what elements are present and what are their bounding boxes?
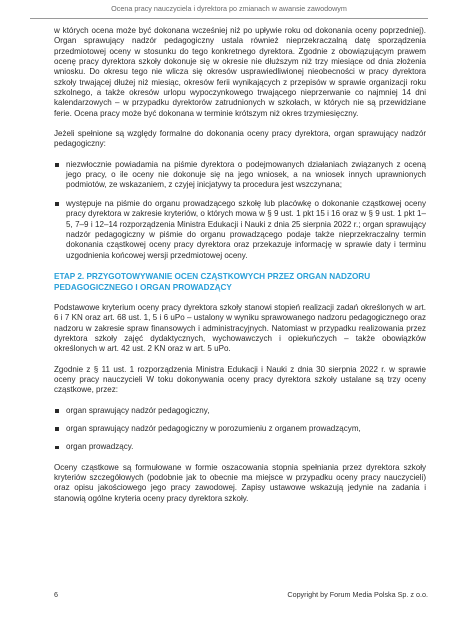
page-number: 6: [54, 590, 58, 599]
paragraph-4: Zgodnie z § 11 ust. 1 rozporządzenia Ministra Edukacji i Nauki z dnia 30 sierpnia 2022 r. w sprawie oceny pracy nauczycieli W toku dokonywania oceny pracy dyrektora szkoły ustalane są trzy oceny cząstkowe, przez:: [54, 364, 426, 395]
bullet-list-2: [54, 406, 426, 453]
page-footer: [54, 590, 428, 599]
list-item: niezwłocznie powiadamia na piśmie dyrektora o podejmowanych działaniach związanych z oceną jego pracy, o ile oceny nie dokonuje się na jego wniosek, a na wniosek innych uprawnionych podmiotów, ze wskazaniem, z czyjej inicjatywy ta procedura jest wszczynana;: [54, 160, 426, 191]
paragraph-5: Oceny cząstkowe są formułowane w formie oszacowania stopnia spełniania przez dyrektora szkoły kryteriów szczegółowych (podobnie jak to obecnie ma miejsce w przypadku oceny pracy nauczycieli) oraz opisu jakościowego jego pracy zawodowej. Zapisy ustawowe wskazują jedynie na zadania i stanowią ogólne kryteria oceny pracy dyrektora szkoły.: [54, 462, 426, 503]
section-heading: ETAP 2. PRZYGOTOWYWANIE OCEN CZĄSTKOWYCH PRZEZ ORGAN NADZORU PEDAGOGICZNEGO I ORGAN PROWADZĄCY: [54, 271, 371, 292]
paragraph-1: w których ocena może być dokonana wcześniej niż po upływie roku od dokonania oceny poprzedniej). Organ sprawujący nadzór pedagogiczny ustala również nieprzekraczalną datę sporządzenia przedmiotowej oceny w stosunku do tego konkretnego dyrektora. Zgodnie z obowiązującym prawem ocenę pracy dyrektora szkoły dokonuje się w okresie nie dłuższym niż trzy miesiące od dnia złożenia wniosku. Do okresu tego nie wlicza się okresów usprawiedliwionej nieobecności w pracy dyrektora szkoły trwającej dłużej niż miesiąc, okresów ferii wynikających z przepisów w sprawie organizacji roku szkolnego, a także okresów urlopu wypoczynkowego trwającego nieprzerwanie co najmniej 14 dni kalendarzowych – w przypadku dyrektorów zatrudnionych w szkołach, w których nie są przewidziane ferie. Ocena pracy może być dokonana w terminie krótszym niż okres trzymiesięczny.: [54, 26, 426, 118]
list-item: występuje na piśmie do organu prowadzącego szkołę lub placówkę o dokonanie cząstkowej oceny pracy dyrektora w zakresie kryteriów, o których mowa w § 9 ust. 1 pkt 15 i 16 oraz w § 9 ust. 1 pkt 1–5, 7–9 i 12–14 rozporządzenia Ministra Edukacji i Nauki z dnia 25 sierpnia 2022 r.; organ sprawujący nadzór pedagogiczny w piśmie do organu prowadzącego podaje także nieprzekraczalny termin dokonania cząstkowej oceny pracy dyrektora oraz przekazuje informację w sprawie daty i terminu uzgodnienia końcowej wersji przedmiotowej oceny.: [54, 199, 426, 261]
paragraph-2: Jeżeli spełnione są względy formalne do dokonania oceny pracy dyrektora, organ sprawujący nadzór pedagogiczny:: [54, 129, 426, 149]
body-text: [54, 26, 426, 514]
list-item: organ sprawujący nadzór pedagogiczny w porozumieniu z organem prowadzącym,: [54, 424, 426, 434]
copyright-notice: Copyright by Forum Media Polska Sp. z o.o.: [287, 590, 428, 599]
bullet-list-1: [54, 160, 426, 261]
list-item: organ sprawujący nadzór pedagogiczny,: [54, 406, 426, 416]
paragraph-3: Podstawowe kryterium oceny pracy dyrektora szkoły stanowi stopień realizacji zadań określonych w art. 6 i 7 KN oraz art. 68 ust. 1, 5 i 6 uPo – ustalony w wyniku sprawowanego nadzoru pedagogicznego oraz nadzoru w zakresie spraw finansowych i administracyjnych. Natomiast w przypadku realizowania przez dyrektora szkoły zajęć dydaktycznych, wychowawczych i opiekuńczych – także obowiązków określonych w art. 42 ust. 2 KN oraz w art. 5 uPo.: [54, 302, 426, 354]
running-header: Ocena pracy nauczyciela i dyrektora po zmianach w awansie zawodowym: [30, 4, 428, 19]
list-item: organ prowadzący.: [54, 442, 426, 452]
